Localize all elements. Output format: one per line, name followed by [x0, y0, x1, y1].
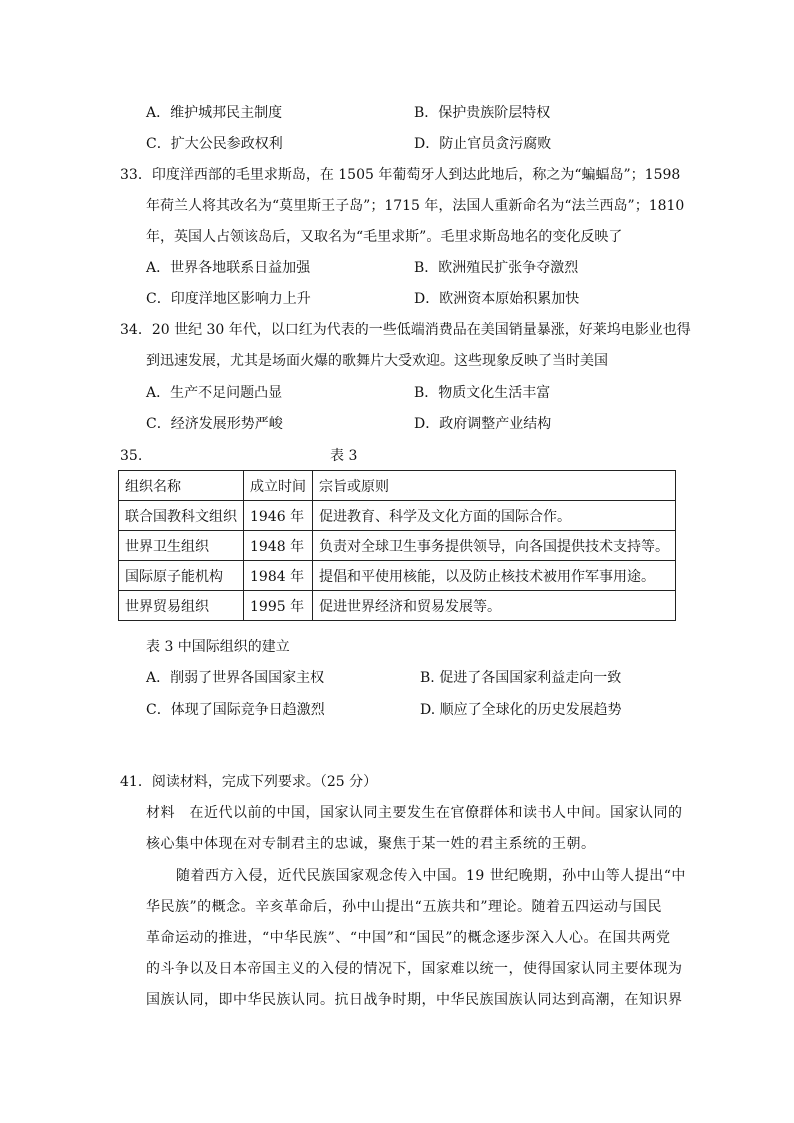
table-cell: 世界贸易组织 — [119, 591, 244, 621]
table-cell: 1995 年 — [244, 591, 313, 621]
q34-option-d[interactable]: D．政府调整产业结构 — [414, 416, 552, 432]
q33-stem-line1: 33．印度洋西部的毛里求斯岛，在 1505 年葡萄牙人到达此地后，称之为“蝙蝠岛”；1598 — [120, 167, 681, 183]
q41-title: 41．阅读材料，完成下列要求。（25 分） — [120, 774, 378, 790]
q41-material-p2-line4: 的斗争以及日本帝国主义的入侵的情况下，国家难以统一，使得国家认同主要体现为 — [146, 961, 683, 977]
q32-option-d[interactable]: D．防止官员贪污腐败 — [414, 136, 552, 152]
table-cell: 1948 年 — [244, 531, 313, 561]
table-header-cell: 宗旨或原则 — [313, 471, 676, 501]
q34-option-a[interactable]: A．生产不足问题凸显 — [146, 385, 283, 401]
table-row — [119, 591, 676, 621]
q41-material-p1-line1: 材料 在近代以前的中国，国家认同主要发生在官僚群体和读书人中间。国家认同的 — [146, 805, 683, 821]
q41-material-p1-line2: 核心集中体现在对专制君主的忠诚，聚焦于某一姓的君主系统的王朝。 — [146, 836, 596, 852]
table-row — [119, 561, 676, 591]
q35-number: 35. — [120, 448, 143, 464]
q33-option-c[interactable]: C．印度洋地区影响力上升 — [146, 291, 311, 307]
table-cell: 促进教育、科学及文化方面的国际合作。 — [313, 501, 676, 531]
table-header-row — [119, 471, 676, 501]
q34-stem-line1: 34．20 世纪 30 年代，以口红为代表的一些低端消费品在美国销量暴涨，好莱坞电影业也得 — [120, 322, 691, 338]
table-cell: 提倡和平使用核能，以及防止核技术被用作军事用途。 — [313, 561, 676, 591]
table-cell: 联合国教科文组织 — [119, 501, 244, 531]
q41-material-p2-line5: 国族认同，即中华民族认同。抗日战争时期，中华民族国族认同达到高潮，在知识界 — [146, 992, 683, 1008]
table-cell: 负责对全球卫生事务提供领导，向各国提供技术支持等。 — [313, 531, 676, 561]
q35-option-b[interactable]: B. 促进了各国国家利益走向一致 — [420, 670, 622, 686]
q41-material-p2-line2: 华民族”的概念。辛亥革命后，孙中山提出“五族共和”理论。随着五四运动与国民 — [146, 899, 662, 915]
table-header-cell: 成立时间 — [244, 471, 313, 501]
table-cell: 1984 年 — [244, 561, 313, 591]
q35-option-a[interactable]: A．削弱了世界各国国家主权 — [146, 670, 325, 686]
q32-option-b[interactable]: B．保护贵族阶层特权 — [414, 105, 551, 121]
q35-option-c[interactable]: C．体现了国际竞争日趋激烈 — [146, 702, 325, 718]
table-cell: 1946 年 — [244, 501, 313, 531]
q33-option-b[interactable]: B．欧洲殖民扩张争夺激烈 — [414, 260, 579, 276]
q34-stem-line2: 到迅速发展，尤其是场面火爆的歌舞片大受欢迎。这些现象反映了当时美国 — [146, 353, 608, 369]
q35-option-d[interactable]: D. 顺应了全球化的历史发展趋势 — [420, 702, 622, 718]
q34-option-b[interactable]: B．物质文化生活丰富 — [414, 385, 551, 401]
organizations-table — [118, 470, 676, 621]
table-row — [119, 531, 676, 561]
table-cell: 世界卫生组织 — [119, 531, 244, 561]
q41-material-p2-line1: 随着西方入侵，近代民族国家观念传入中国。19 世纪晚期，孙中山等人提出“中 — [176, 868, 686, 884]
q34-option-c[interactable]: C．经济发展形势严峻 — [146, 416, 283, 432]
table-cell: 促进世界经济和贸易发展等。 — [313, 591, 676, 621]
q33-option-d[interactable]: D．欧洲资本原始积累加快 — [414, 291, 580, 307]
q33-stem-line2: 年荷兰人将其改名为“莫里斯王子岛”；1715 年，法国人重新命名为“法兰西岛”；1810 — [146, 198, 685, 214]
q41-material-p2-line3: 革命运动的推进，“中华民族”、“中国”和“国民”的概念逐步深入人心。在国共两党 — [146, 930, 671, 946]
q35-stem: 表 3 中国际组织的建立 — [146, 639, 290, 655]
table-header-cell: 组织名称 — [119, 471, 244, 501]
q33-stem-line3: 年，英国人占领该岛后，又取名为“毛里求斯”。毛里求斯岛地名的变化反映了 — [146, 229, 623, 245]
q33-option-a[interactable]: A．世界各地联系日益加强 — [146, 260, 311, 276]
table-cell: 国际原子能机构 — [119, 561, 244, 591]
q32-option-c[interactable]: C．扩大公民参政权利 — [146, 136, 283, 152]
table-row — [119, 501, 676, 531]
table-title: 表 3 — [330, 448, 358, 464]
q32-option-a[interactable]: A．维护城邦民主制度 — [146, 105, 283, 121]
